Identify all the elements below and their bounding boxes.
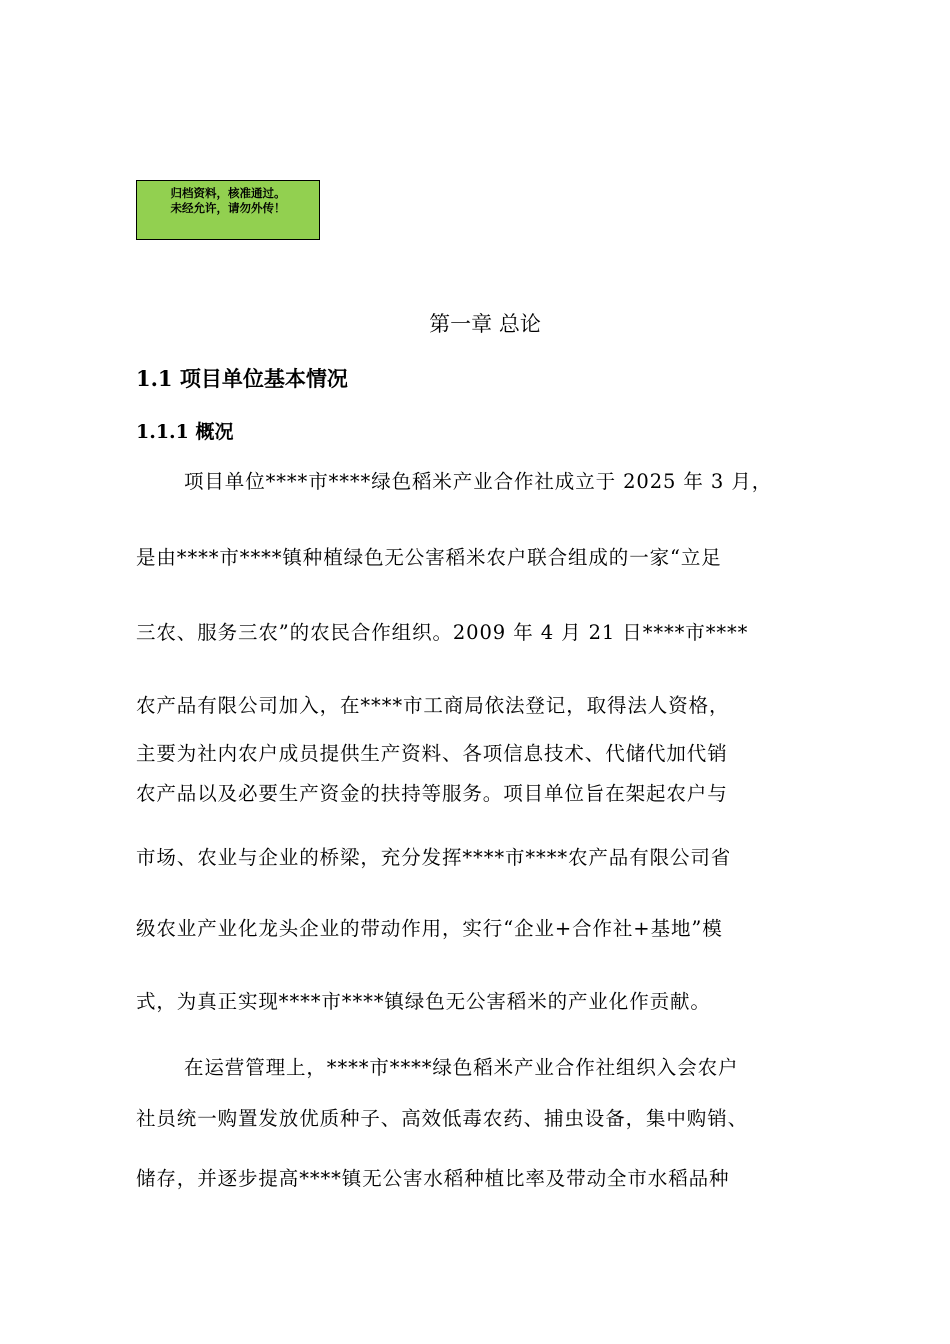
stamp-line-1: 归档资料，核准通过。 <box>170 186 286 200</box>
paragraph-line-12: 储存，并逐步提高****镇无公害水稻种植比率及带动全市水稻品种 <box>136 1167 730 1190</box>
paragraph-line-7: 市场、农业与企业的桥梁，充分发挥****市****农产品有限公司省 <box>136 846 732 869</box>
paragraph-line-10: 在运营管理上，****市****绿色稻米产业合作社组织入会农户 <box>184 1056 739 1079</box>
paragraph-line-8: 级农业产业化龙头企业的带动作用，实行“企业+合作社+基地”模 <box>136 917 723 940</box>
paragraph-line-2: 是由****市****镇种植绿色无公害稻米农户联合组成的一家“立足 <box>136 546 722 569</box>
paragraph-line-6: 农产品以及必要生产资金的扶持等服务。项目单位旨在架起农户与 <box>136 782 728 805</box>
paragraph-line-1: 项目单位****市****绿色稻米产业合作社成立于 2025 年 3 月， <box>184 470 773 493</box>
chapter-title: 第一章 总论 <box>429 312 541 336</box>
paragraph-line-3: 三农、服务三农”的农民合作组织。2009 年 4 月 21 日****市**** <box>136 621 749 644</box>
subsection-heading: 1.1.1 概况 <box>136 421 234 443</box>
paragraph-line-9: 式，为真正实现****市****镇绿色无公害稻米的产业化作贡献。 <box>136 990 711 1013</box>
paragraph-line-5: 主要为社内农户成员提供生产资料、各项信息技术、代储代加代销 <box>136 742 728 765</box>
section-heading: 1.1 项目单位基本情况 <box>136 366 348 391</box>
paragraph-line-4: 农产品有限公司加入，在****市工商局依法登记，取得法人资格， <box>136 694 730 717</box>
archive-stamp <box>136 180 320 240</box>
stamp-line-2: 未经允许，请勿外传！ <box>170 201 286 215</box>
paragraph-line-11: 社员统一购置发放优质种子、高效低毒农药、捕虫设备，集中购销、 <box>136 1107 749 1130</box>
